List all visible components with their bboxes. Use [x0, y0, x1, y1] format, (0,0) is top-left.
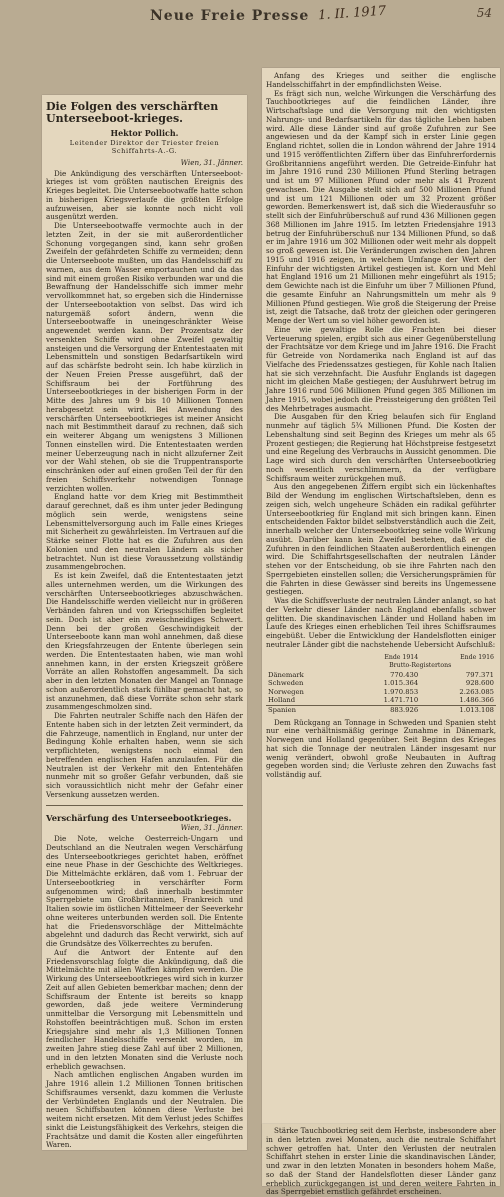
- article2-title: Verschärfung des Unterseebootkrieges.: [46, 812, 232, 823]
- table-row: [266, 696, 496, 705]
- article2-paragraph: Auf die Antwort der Entente auf den Friedensvorschlag folgte die Ankündigung, daß die Mittelmächte mit allen Waffen kämpfen werden. Die Wirkung des Unterseebootkrieges wird sich in kurzer Zeit auf allen Gebieten bemerkbar machen; denn der Schiffsraum der Entente ist bereits so knapp geworden, daß jede weitere Verminderung unmittelbar die Versorgung mit Lebensmitteln und Rohstoffen beeinträchtigen muß. Schon im ersten Kriegsjahre sind mehr als 1,3 Millionen Tonnen feindlicher Handelsschiffe versenkt worden, im zweiten Jahre stieg diese Zahl auf über 2 Millionen, und in den letzten Monaten sind die Verluste noch erheblich gewachsen.: [46, 947, 243, 1071]
- handwritten-page-number: 54: [476, 6, 492, 20]
- article2-paragraph: Die Note, welche Oesterreich-Ungarn und Deutschland an die Neutralen wegen Verschärfung des Unterseebootkrieges gerichtet haben, eröffnet eine neue Phase in der Geschichte des Weltkrieges. Die Mittelmächte erklären, daß vom 1. Februar der Unterseebootkrieg in verschärfter Form aufgenommen wird; daß innerhalb bestimmter Sperrgebiete um Großbritannien, Frankreich und Italien sowie im östlichen Mittelmeer der Seeverkehr ohne weiteres unterbunden werden soll. Die Entente hat die Friedensvorschläge der Mittelmächte abgelehnt und dadurch das Recht verwirkt, sich auf die Grundsätze des Völkerrechtes zu berufen.: [46, 834, 243, 948]
- left-column: [46, 99, 243, 1150]
- article1-paragraph: Die Fahrten neutraler Schiffe nach den Häfen der Entente haben sich in der letzten Zeit vermindert, da die Fahrzeuge, namentlich in England, nur unter der Bedingung Kohle erhalten haben, wenn sie sich verpflichteten, wenigstens noch einmal den betreffenden englischen Hafen anzulaufen. Für die Neutralen ist der Verkehr mit den Ententehäfen nunmehr mit so großer Gefahr verbunden, daß sie sich voraussichtlich nicht mehr der Gefahr einer Versenkung aussetzen werden.: [46, 711, 243, 799]
- handwritten-date: 1. II. 1917: [317, 3, 387, 24]
- bottom-paragraph: Stärke Tauchbootkrieg seit dem Herbste, insbesondere aber in den letzten zwei Monaten, auch die neutrale Schiffahrt schwer getroffen hat. Unter den Verlusten der neutralen Schiffahrt stehen in erster Linie die skandinavischen Länder, und zwar in den letzten Monaten in besonders hohem Maße, so daß der Stand der Handelsflotten dieser Länder ganz erheblich zurückgegangen ist und deren weitere Fahrten in das Sperrgebiet ernstlich gefährdet erscheinen.: [266, 1126, 496, 1197]
- right-paragraph: Es frägt sich nun, welche Wirkungen die Verschärfung des Tauchbootkrieges auf die feindlichen Länder, ihre Wirtschaftslage und die Versorgung mit den wichtigsten Nahrungs- und Bedarfsartikeln für das tägliche Leben haben wird. Alle diese Länder sind auf große Zufuhren zur See angewiesen und da der Kampf sich in erster Linie gegen England richtet, sollen die in London während der Jahre 1914 und 1915 veröffentlichten Ziffern über das Einfuhrerfordernis Großbritanniens angeführt werden. Die Getreide-Einfuhr hat im Jahre 1916 rund 230 Millionen Pfund Sterling betragen und ist um 97 Millionen Pfund oder mehr als 41 Prozent gewachsen. Die Ausgabe stellt sich auf 500 Millionen Pfund und ist um 121 Millionen oder um 32 Prozent größer geworden. Bemerkenswert ist, daß sich die Wiederausfuhr so stellt sich der Einfuhrüberschuß auf rund 436 Millionen gegen 368 Millionen im Jahre 1915. Im letzten Friedensjahre 1913 betrug der Einfuhrüberschuß nur 134 Millionen Pfund, so daß er im Jahre 1916 um 302 Millionen oder weit mehr als doppelt so groß gewesen ist. Die Veränderungen zwischen den Jahren 1915 und 1916 zeigen, in welchem Umfange der Wert der Einfuhr der wichtigsten Artikel gestiegen ist. Korn und Mehl hat England 1916 um 21 Millionen mehr eingeführt als 1915; dem Gewichte nach ist die Einfuhr um über 7 Millionen Pfund, die gesamte Einfuhr an Nahrungsmitteln um mehr als 9 Millionen Pfund gestiegen. Wie groß die Steigerung der Preise ist, zeigt die Tatsache, daß trotz der gleichen oder geringeren Menge der Wert um so viel höher geworden ist.: [266, 88, 496, 325]
- table-cell-1916: 928.600: [465, 679, 494, 688]
- article1-author: Hektor Pollich.: [110, 128, 179, 138]
- article1-author-role: Leitender Direktor der Triester freien Schiffahrts-A.-G.: [69, 138, 220, 155]
- right-column: [266, 72, 496, 1120]
- right-paragraph: Anfang des Krieges und seither die englische Handelsschiffahrt in der empfindlichsten Weise.: [266, 71, 496, 89]
- article1-place-date: Wien, 31. Jänner.: [180, 157, 243, 167]
- table-cell-1916: 1.486.366: [459, 696, 494, 705]
- table-row: [266, 706, 496, 715]
- table-cell-1914: 1.471.710: [383, 696, 419, 705]
- table-cell-country: Holland: [268, 696, 296, 705]
- table-cell-1914: 883.926: [344, 706, 420, 715]
- article1-paragraph: Die Unterseebootwaffe vermochte auch in der letzten Zeit, in der sie mit außerordentlicher Schonung vorgegangen sind, kann sehr großen Zweifeln der gefährdeten Schiffe zu vermeiden; denn die Unterseeboote mußten, um das Handelsschiff zu warnen, aus dem Wasser emportauchen und da das sind mit einem großen Risiko verbunden war und die Bewaffnung der Handelsschiffe sich immer mehr vervollkommnet hat, so ergeben sich die Hindernisse der Unterseebootaktion von selbst. Das wird ich naturgemäß sofort ändern, wenn die Unterseebootwaffe in uneingeschränkter Weise angewendet werden kann. Der Prozentsatz der versenkten Schiffe wird ohne Zweifel gewaltig ansteigen und die Versorgung der Ententestaaten mit Lebensmitteln und sonstigen Bedarfsartikeln wird auf das schärfste bedroht sein. Ich habe kürzlich in der Neuen Freien Presse ausgeführt, daß der Schiffsraum bei der Fortführung des Unterseebootkrieges in der bisherigen Form in der Mitte des Jahres um 9 bis 10 Millionen Tonnen herabgesetzt sein wird. Bei Anwendung des verschärften Unterseebootkrieges ist meiner Ansicht nach mit Bestimmtheit darauf zu rechnen, daß sich ein weiterer Abgang um wenigstens 3 Millionen Tonnen einstellen wird. Die Ententestaaten werden meiner Ueberzeugung nach in nicht allzuferner Zeit vor der Wahl stehen, ob sie die Truppentransporte einschränken oder auf einen großen Teil der für den freien Schiffsverkehr notwendigen Tonnage verzichten wollen.: [46, 221, 243, 493]
- right-paragraph: Eine wie gewaltige Rolle die Frachten bei dieser Verteuerung spielen, ergibt sich aus einer Gegenüberstellung der Frachtsätze vor dem Kriege und im Jahre 1916. Die Fracht für Getreide von Nordamerika nach England ist auf das Vielfache des Friedenssatzes gestiegen, für Kohle nach Italien hat sie sich verzehnfacht. Die Ausfuhr Englands ist dagegen nicht im gleichen Maße gestiegen; der Ausfuhrwert betrug im Jahre 1916 rund 506 Millionen Pfund gegen 385 Millionen im Jahre 1915, wobei jedoch die Preissteigerung den größten Teil des Mehrbetrages ausmacht.: [266, 324, 496, 413]
- article1-paragraph: England hatte vor dem Krieg mit Bestimmtheit darauf gerechnet, daß es ihm unter jeder Bedingung möglich sein werde, wenigstens seine Lebensmittelversorgung auch im Falle eines Krieges mit Sicherheit zu gewährleisten. Im Vertrauen auf die Stärke seiner Flotte hat es die Zufuhren aus den Kolonien und den neutralen Ländern als sicher betrachtet. Nun ist diese Voraussetzung vollständig zusammengebrochen.: [46, 492, 243, 572]
- table-cell-country: Dänemark: [268, 670, 304, 679]
- table-cell-1914: 1.970.853: [383, 687, 419, 696]
- article2-place-date: Wien, 31. Jänner.: [180, 823, 243, 833]
- masthead: Neue Freie Presse: [150, 8, 310, 24]
- table-row: [266, 671, 496, 680]
- table-cell-1916: 1.013.108: [420, 706, 496, 715]
- table-cell-1914: 1.015.364: [383, 679, 419, 688]
- table-cell-country: Schweden: [268, 679, 304, 688]
- table-cell-country: Norwegen: [268, 687, 304, 696]
- right-paragraph: Die Ausgaben für den Krieg belaufen sich für England nunmehr auf täglich 5¾ Millionen Pfund. Die Kosten der Lebenshaltung sind seit Beginn des Krieges um mehr als 65 Prozent gestiegen; die Regierung hat Höchstpreise festgesetzt und eine Regelung des Verbrauchs in Aussicht genommen. Die Lage wird sich durch den verschärften Unterseebootkrieg noch wesentlich verschlimmern, da der verfügbare Schiffsraum weiter zurückgehen muß.: [266, 412, 496, 483]
- table-subheader: Brutto-Registertons: [389, 662, 452, 670]
- article2-paragraph: Nach amtlichen englischen Angaben wurden im Jahre 1916 allein 1.2 Millionen Tonnen britischen Schiffsraumes versenkt, dazu kommen die Verluste der Verbündeten Englands und der Neutralen. Die neuen Schiffsbauten können diese Verluste bei weitem nicht ersetzen. Mit dem Verlust jedes Schiffes sinkt die Leistungsfähigkeit des Verkehrs, steigen die Frachtsätze und damit die Kosten aller eingeführten Waren.: [46, 1070, 243, 1150]
- table-row: [266, 679, 496, 688]
- section-divider: [46, 805, 243, 806]
- article1-paragraph: Es ist kein Zweifel, daß die Ententestaaten jetzt alles unternehmen werden, um die Wirkungen des verschärften Unterseebootkrieges abzuschwächen. Die Handelsschiffe werden vielleicht nur in größeren Verbänden fahren und von Kriegsschiffen begleitet sein. Doch ist aber ein zweischneidiges Schwert. Denn bei der großen Geschwindigkeit der Unterseeboote kann man wohl annehmen, daß diese den Kriegsfahrzeugen der Entente überlegen sein werden. Die Ententestaaten haben, wie man wohl annehmen kann, in der ersten Kriegszeit größere Vorräte an allen Rohstoffen angesammelt. Da sich aber in den letzten Monaten der Mangel an Tonnage schon außerordentlich stark fühlbar gemacht hat, so ist anzunehmen, daß diese Vorräte schon sehr stark zusammengeschmolzen sind.: [46, 571, 243, 712]
- right-paragraph: Dem Rückgang an Tonnage in Schweden und Spanien steht nur eine verhältnismäßig geringe Zunahme in Dänemark, Norwegen und Holland gegenüber. Seit Beginn des Krieges hat sich die Tonnage der neutralen Länder insgesamt nur wenig verändert, obwohl große Neubauten in Auftrag gegeben worden sind; die Verluste zehren den Zuwachs fast vollständig auf.: [266, 717, 496, 780]
- right-paragraph: Aus den angegebenen Ziffern ergibt sich ein lückenhaftes Bild der Wendung im englischen Wirtschaftsleben, denn es zeigen sich, welch ungeheure Schäden ein radikal geführter Unterseebootkrieg für England mit sich bringen kann. Einen entscheidenden Faktor bildet selbstverständlich auch die Zeit, innerhalb welcher der Unterseebootkrieg seine volle Wirkung ausübt. Darüber kann kein Zweifel bestehen, daß er die Zufuhren in den feindlichen Staaten außerordentlich einengen wird. Die Schiffahrtsgesellschaften der neutralen Länder stehen vor der Entscheidung, ob sie ihre Fahrten nach den Sperrgebieten einstellen sollen; die Versicherungsprämien für die Fahrten in diese Gewässer sind bereits ins Ungemessene gestiegen.: [266, 482, 496, 597]
- table-header: Ende 1914: [384, 653, 419, 661]
- bottom-clipping-text: [266, 1126, 496, 1197]
- table-row: [266, 688, 496, 697]
- article1-title: Die Folgen des verschärften Unterseeboot-krieges.: [46, 100, 219, 125]
- table-cell-1914: 770.430: [390, 670, 419, 679]
- table-header: Ende 1916: [460, 653, 494, 661]
- table-cell-country: Spanien: [266, 706, 344, 715]
- fleet-statistics-table: [266, 654, 496, 715]
- table-header: [266, 654, 344, 663]
- right-paragraph: Was die Schiffsverluste der neutralen Länder anlangt, so hat der Verkehr dieser Länder nach England ebenfalls schwer gelitten. Die skandinavischen Länder und Holland haben im Laufe des Krieges einen erheblichen Teil ihres Schiffsraumes eingebüßt. Ueber die Entwicklung der Handelsflotten einiger neutraler Länder gibt die nachstehende Uebersicht Aufschluß:: [266, 596, 496, 649]
- table-subheader: [266, 662, 344, 671]
- table-cell-1916: 797.371: [465, 670, 494, 679]
- article1-paragraph: Die Ankündigung des verschärften Unterseeboot-krieges ist vom größten nautischen Ereignis des Krieges begleitet. Die Unterseebootwaffe hatte schon in bisherigen Kriegsverlaufe die größten Erfolge aufzuweisen, aber sie konnte noch nicht voll ausgenützt werden.: [46, 168, 243, 222]
- table-cell-1916: 2.263.085: [459, 687, 494, 696]
